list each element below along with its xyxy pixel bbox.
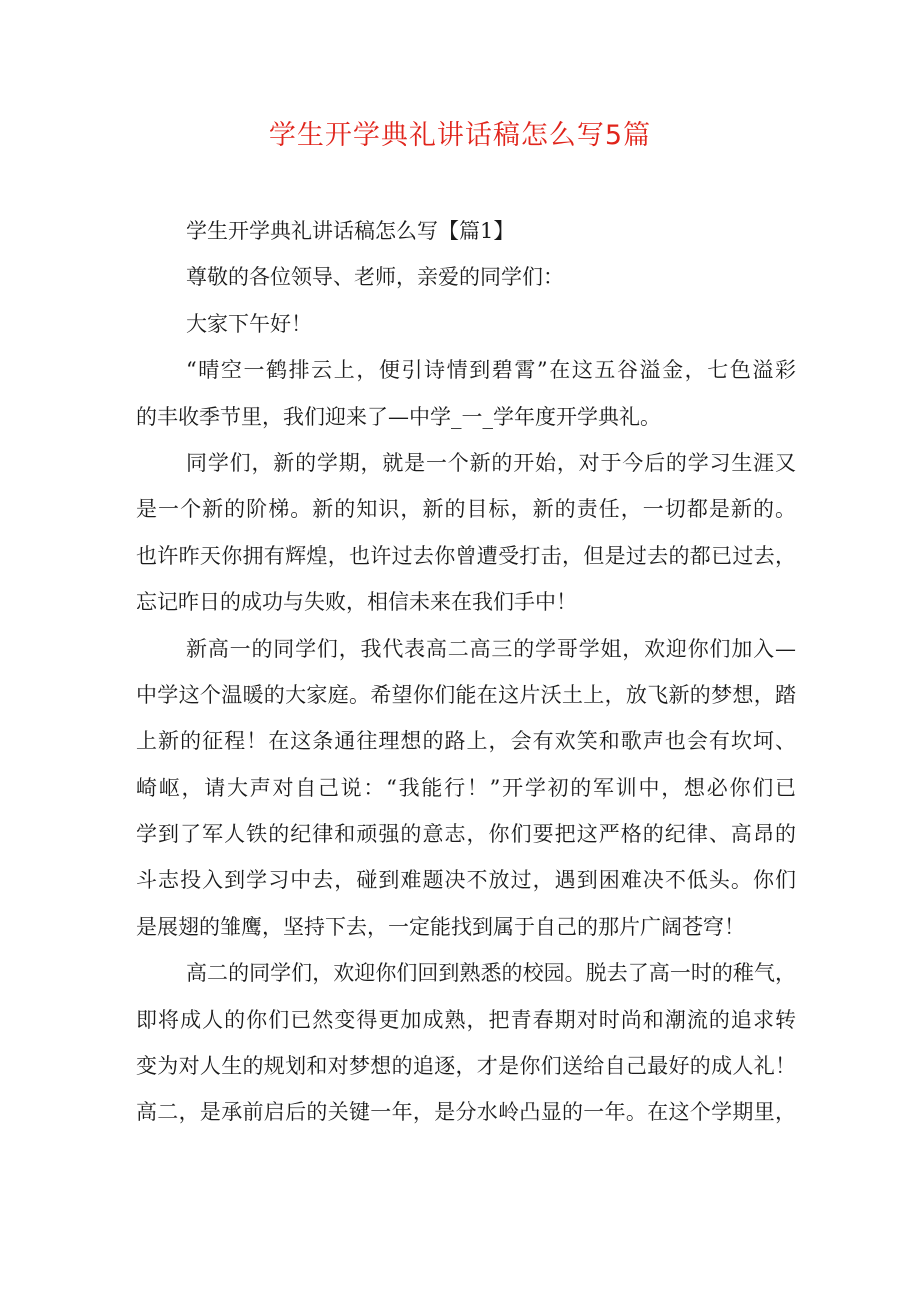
text-line: 新高一的同学们，我代表高二高三的学哥学姐，欢迎你们加入— bbox=[186, 636, 796, 661]
text-line: 学到了军人铁的纪律和顽强的意志，你们要把这严格的纪律、高昂的 bbox=[136, 822, 796, 847]
document-body bbox=[136, 208, 796, 1136]
text-line: 的丰收季节里，我们迎来了—中学_一_学年度开学典礼。 bbox=[136, 404, 661, 429]
text-line: 是一个新的阶梯。新的知识，新的目标，新的责任，一切都是新的。 bbox=[136, 497, 796, 522]
text-line: “晴空一鹤排云上，便引诗情到碧霄”在这五谷溢金，七色溢彩 bbox=[186, 358, 796, 383]
text-line: 高二的同学们，欢迎你们回到熟悉的校园。脱去了高一时的稚气， bbox=[186, 961, 796, 986]
document-title: 学生开学典礼讲话稿怎么写5篇 bbox=[268, 120, 652, 151]
text-line: 斗志投入到学习中去，碰到难题决不放过，遇到困难决不低头。你们 bbox=[136, 868, 796, 893]
text-line: 即将成人的你们已然变得更加成熟，把青春期对时尚和潮流的追求转 bbox=[136, 1007, 796, 1032]
text-line: 中学这个温暖的大家庭。希望你们能在这片沃土上，放飞新的梦想，踏 bbox=[136, 682, 796, 707]
text-line: 尊敬的各位领导、老师，亲爱的同学们： bbox=[186, 265, 564, 290]
text-line: 崎岖，请大声对自己说：“我能行！”开学初的军训中，想必你们已 bbox=[136, 775, 796, 800]
text-line: 大家下午好！ bbox=[186, 311, 312, 336]
text-line: 忘记昨日的成功与失败，相信未来在我们手中！ bbox=[136, 590, 577, 615]
text-line: 高二，是承前启后的关键一年，是分水岭凸显的一年。在这个学期里， bbox=[136, 1100, 796, 1125]
text-line: 上新的征程！在这条通往理想的路上，会有欢笑和歌声也会有坎坷、 bbox=[136, 729, 796, 754]
text-line: 是展翅的雏鹰，坚持下去，一定能找到属于自己的那片广阔苍穹！ bbox=[136, 914, 745, 939]
text-line: 学生开学典礼讲话稿怎么写【篇1】 bbox=[186, 219, 515, 243]
text-line: 同学们，新的学期，就是一个新的开始，对于今后的学习生涯又 bbox=[186, 450, 796, 475]
text-line: 变为对人生的规划和对梦想的追逐，才是你们送给自己最好的成人礼！ bbox=[136, 1054, 796, 1079]
text-line: 也许昨天你拥有辉煌，也许过去你曾遭受打击，但是过去的都已过去， bbox=[136, 543, 796, 568]
